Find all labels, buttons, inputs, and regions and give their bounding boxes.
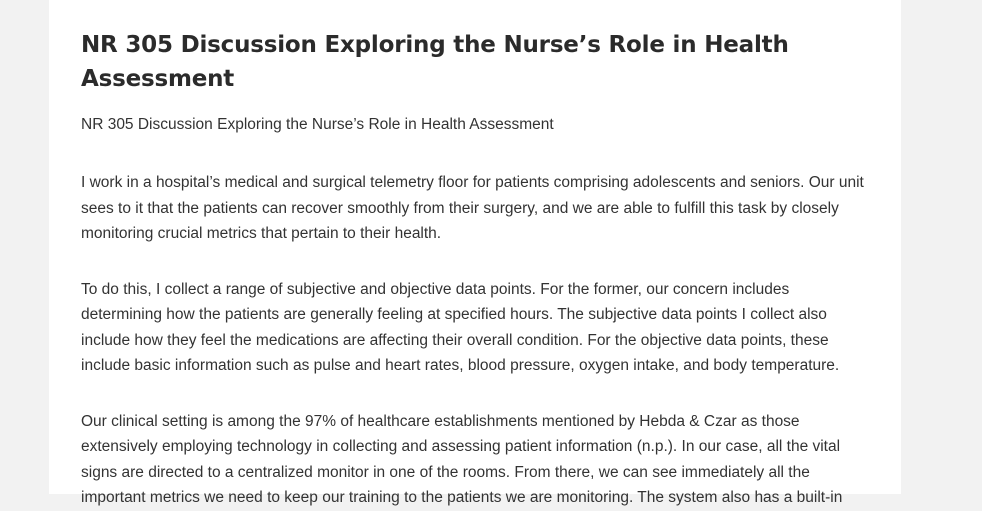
page-title: NR 305 Discussion Exploring the Nurse’s Role in Health Assessment [81, 32, 789, 92]
paragraph-3: Our clinical setting is among the 97% of healthcare establishments mentioned by Hebda & Czar as those extensively employing technology in collecting and assessing patient information (n.p.). In our case, all the vital signs are directed to a centralized monitor in one of the rooms. From there, we can see immediately all the important metrics we need to keep our training to the patients we are monitoring. The system also has a built-in [81, 412, 843, 506]
article-page [49, 0, 901, 506]
paragraph-1: I work in a hospital’s medical and surgical telemetry floor for patients comprising adolescents and seniors. Our unit sees to it that the patients can recover smoothly from their surgery, and we are able to fulfill this task by closely monitoring crucial metrics that pertain to their health. [81, 174, 864, 242]
article-content [81, 0, 867, 511]
article-subtitle: NR 305 Discussion Exploring the Nurse’s Role in Health Assessment [81, 116, 554, 133]
paragraph-2: To do this, I collect a range of subjective and objective data points. For the former, our concern includes determining how the patients are generally feeling at specified hours. The subjective data points I collect also include how they feel the medications are affecting their overall condition. For the objective data points, these include basic information such as pulse and heart rates, blood pressure, oxygen intake, and body temperature. [81, 280, 840, 374]
